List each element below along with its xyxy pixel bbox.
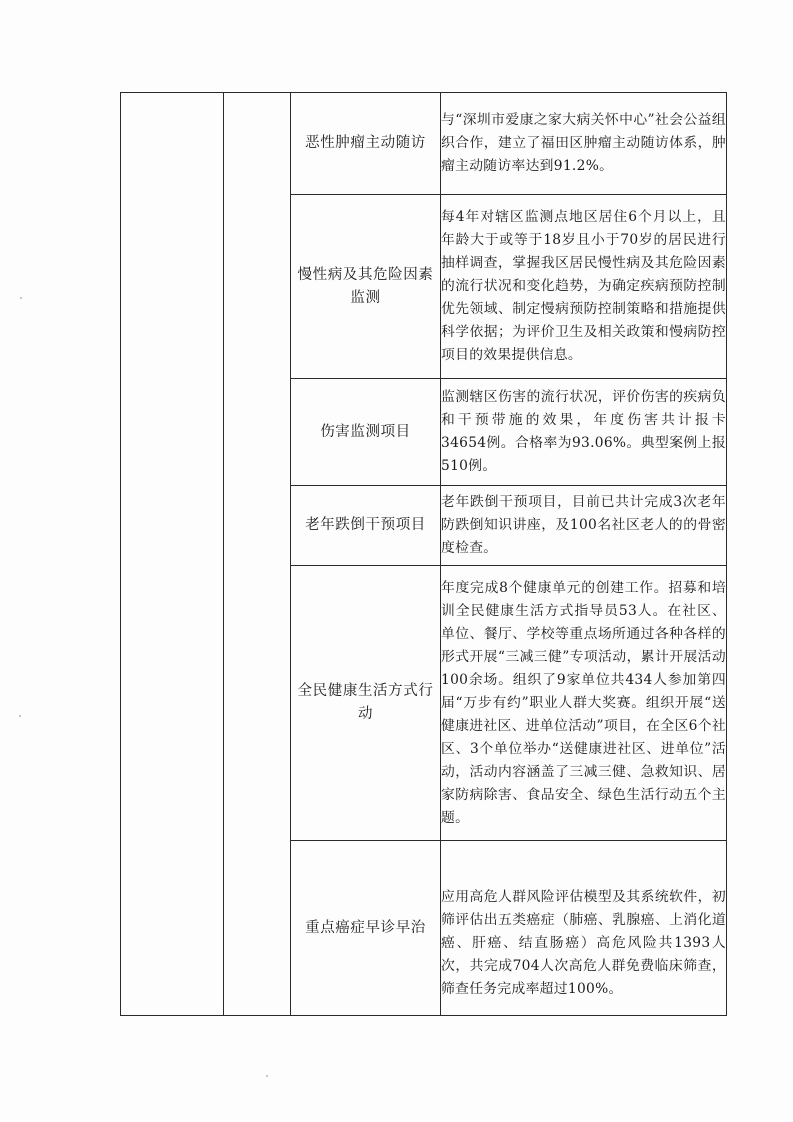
project-name: 重点癌症早诊早治 bbox=[291, 841, 441, 1016]
scan-speck bbox=[20, 297, 22, 299]
scan-speck bbox=[19, 715, 21, 717]
category-cell bbox=[121, 93, 224, 1016]
project-description: 老年跌倒干预项目，目前已共计完成3次老年防跌倒知识讲座，及100名社区老人的的骨密度检查。 bbox=[441, 486, 727, 566]
subcategory-cell bbox=[224, 93, 291, 1016]
project-name: 恶性肿瘤主动随访 bbox=[291, 93, 441, 195]
project-name: 全民健康生活方式行动 bbox=[291, 566, 441, 841]
project-description: 年度完成8个健康单元的创建工作。招募和培训全民健康生活方式指导员53人。在社区、单位、餐厅、学校等重点场所通过各种各样的形式开展“三减三健”专项活动，累计开展活动100余场。组织了9家单位共434人参加第四届“万步有约”职业人群大奖赛。组织开展“送健康进社区、进单位活动”项目，在全区6个社区、3个单位举办“送健康进社区、进单位”活动，活动内容涵盖了三减三健、急救知识、居家防病除害、食品安全、绿色生活行动五个主题。 bbox=[441, 566, 727, 841]
project-description: 与“深圳市爱康之家大病关怀中心”社会公益组织合作，建立了福田区肿瘤主动随访体系，肿瘤主动随访率达到91.2%。 bbox=[441, 93, 727, 195]
scan-speck bbox=[266, 1075, 268, 1077]
project-name: 慢性病及其危险因素监测 bbox=[291, 195, 441, 379]
project-description: 应用高危人群风险评估模型及其系统软件，初筛评估出五类癌症（肺癌、乳腺癌、上消化道癌、肝癌、结直肠癌）高危风险共1393人次，共完成704人次高危人群免费临床筛查，筛查任务完成率超过100%。 bbox=[441, 841, 727, 1016]
table-row bbox=[121, 93, 727, 195]
project-name: 老年跌倒干预项目 bbox=[291, 486, 441, 566]
project-description: 监测辖区伤害的流行状况，评价伤害的疾病负和干预带施的效果，年度伤害共计报卡34654例。合格率为93.06%。典型案例上报510例。 bbox=[441, 379, 727, 486]
project-name: 伤害监测项目 bbox=[291, 379, 441, 486]
project-description: 每4年对辖区监测点地区居住6个月以上，且年龄大于或等于18岁且小于70岁的居民进行抽样调查，掌握我区居民慢性病及其危险因素的流行状况和变化趋势，为确定疾病预防控制优先领域、制定慢病预防控制策略和措施提供科学依据；为评价卫生及相关政策和慢病防控项目的效果提供信息。 bbox=[441, 195, 727, 379]
project-table bbox=[120, 92, 727, 1016]
